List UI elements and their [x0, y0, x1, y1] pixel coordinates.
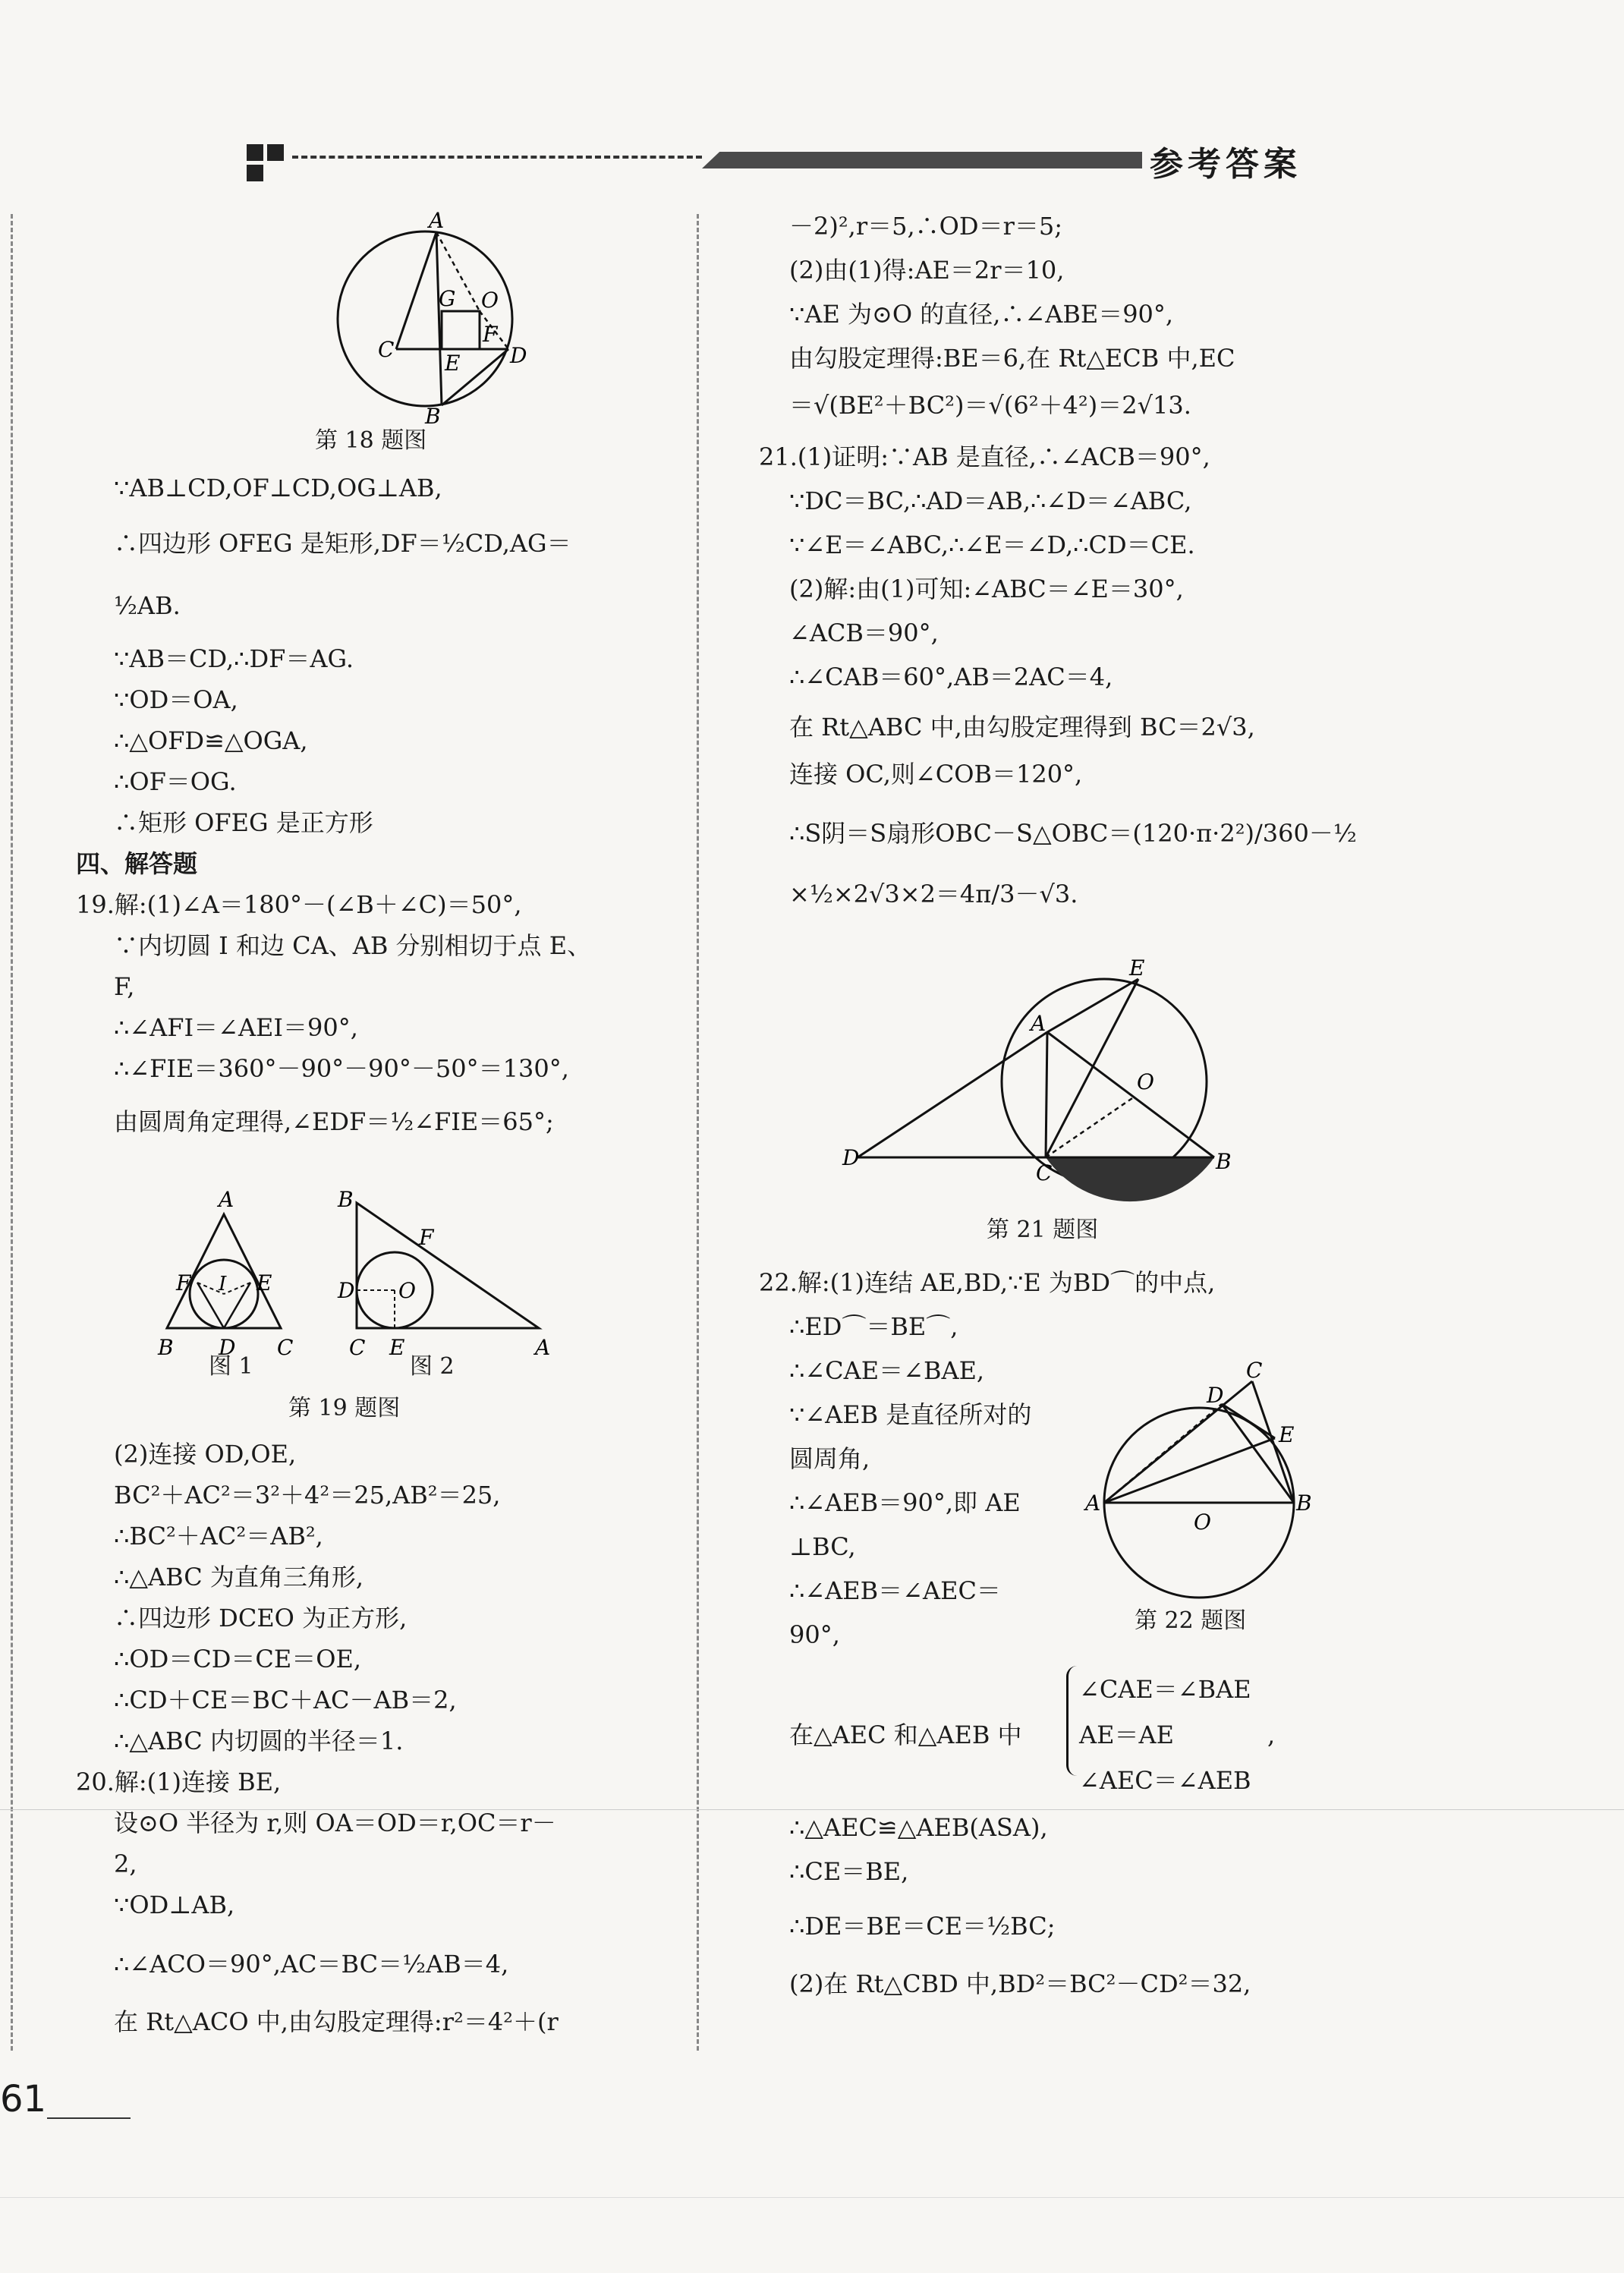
text-line: ∴△OFD≌△OGA, [114, 726, 308, 755]
fig22-label: C [1246, 1358, 1263, 1383]
header-title: 参考答案 [1150, 145, 1301, 184]
header-square-icon [267, 144, 284, 161]
fig18-label: E [445, 351, 461, 376]
fig19-label: E [389, 1335, 405, 1360]
q20-line: 设⊙O 半径为 r,则 OA＝OD＝r,OC＝r－ [114, 1809, 556, 1837]
fig19-label: C [349, 1335, 366, 1360]
text-line: ∴矩形 OFEG 是正方形 [114, 808, 373, 837]
q21-line: ∠ACB＝90°, [789, 619, 939, 647]
q19-line: ∴△ABC 为直角三角形, [114, 1563, 364, 1591]
text-line: －2)²,r＝5,∴OD＝r＝5; [789, 212, 1063, 241]
fig18-label: B [425, 404, 441, 429]
system-line: ∠AEC＝∠AEB [1079, 1766, 1251, 1795]
q21-line: ×½×2√3×2＝4π/3－√3. [789, 880, 1078, 908]
q19-line: ∴OD＝CD＝CE＝OE, [114, 1645, 362, 1673]
figure-18 [266, 205, 584, 429]
q19-line: ∴CD＋CE＝BC＋AC－AB＝2, [114, 1686, 457, 1714]
figure-19 [152, 1184, 592, 1374]
q20-line: 20.解:(1)连接 BE, [76, 1768, 282, 1796]
q19-line: F, [114, 972, 135, 1001]
q19-line: 由圆周角定理得,∠EDF＝½∠FIE＝65°; [114, 1107, 554, 1136]
text-line: ∵AB＝CD,∴DF＝AG. [114, 644, 354, 673]
header-band [702, 152, 1142, 168]
fig21-label: C [1036, 1160, 1053, 1185]
q19-line: ∴△ABC 内切圆的半径＝1. [114, 1727, 404, 1755]
q22-line: ∴ED⌒＝BE⌒, [789, 1312, 958, 1341]
margin-rule [11, 214, 13, 2051]
fig18-caption: 第 18 题图 [315, 427, 427, 454]
fig19-label: F [419, 1225, 434, 1250]
fig19-label: E [257, 1270, 272, 1295]
header-square-icon [247, 144, 263, 161]
text-line: ∴OF＝OG. [114, 767, 237, 796]
fig18-label: D [510, 343, 527, 368]
q19-line: ∴∠FIE＝360°－90°－90°－50°＝130°, [114, 1054, 569, 1083]
q22-line: ∴∠CAE＝∠BAE, [789, 1356, 985, 1385]
q21-line: 21.(1)证明:∵AB 是直径,∴∠ACB＝90°, [759, 442, 1210, 471]
text-line: ∵OD＝OA, [114, 685, 238, 714]
q22-line: (2)在 Rt△CBD 中,BD²＝BC²－CD²＝32, [789, 1969, 1251, 1998]
system-tail: , [1267, 1720, 1276, 1749]
fig19-label: B [158, 1335, 174, 1360]
fig21-label: A [1031, 1011, 1046, 1036]
text-line: ½AB. [114, 591, 181, 620]
fig19-caption: 第 19 题图 [288, 1395, 401, 1421]
fig19-subcaption-2: 图 2 [410, 1353, 455, 1380]
fig21-label: D [842, 1145, 860, 1170]
fig22-label: E [1279, 1422, 1295, 1447]
fig18-label: C [378, 337, 395, 362]
q19-line: (2)连接 OD,OE, [114, 1440, 297, 1469]
q22-line: 圆周角, [789, 1444, 870, 1473]
q21-line: ∴∠CAB＝60°,AB＝2AC＝4, [789, 663, 1113, 691]
text-line: ∴四边形 OFEG 是矩形,DF＝½CD,AG＝ [114, 529, 571, 558]
q20-line: 2, [114, 1850, 137, 1878]
q19-line: BC²＋AC²＝3²＋4²＝25,AB²＝25, [114, 1481, 501, 1510]
fig19-label: A [219, 1187, 234, 1212]
fig19-label: F [176, 1270, 191, 1295]
figure-21 [842, 955, 1267, 1185]
figure-22 [1085, 1358, 1320, 1594]
text-line: ∵AE 为⊙O 的直径,∴∠ABE＝90°, [789, 300, 1174, 329]
fig22-label: B [1296, 1491, 1312, 1516]
fig21-label: E [1129, 955, 1145, 981]
q22-line: 90°, [789, 1620, 840, 1649]
fig18-label: G [439, 286, 456, 311]
fig18-label: O [481, 288, 499, 313]
fig18-label: F [483, 322, 498, 347]
system-line: ∠CAE＝∠BAE [1079, 1675, 1251, 1704]
q22-line: ∴∠AEB＝90°,即 AE [789, 1488, 1021, 1517]
q20-line: ∵OD⊥AB, [114, 1890, 235, 1919]
q21-line: ∴S阴＝S扇形OBC－S△OBC＝(120·π·2²)/360－½ [789, 819, 1357, 848]
q22-line: ⊥BC, [789, 1532, 856, 1561]
q20-line: ∴∠ACO＝90°,AC＝BC＝½AB＝4, [114, 1950, 509, 1979]
fig21-caption: 第 21 题图 [987, 1217, 1099, 1243]
page-number: 61 [0, 2078, 47, 2120]
fig22-label: A [1085, 1491, 1101, 1516]
page-header [0, 0, 1624, 197]
header-square-icon [247, 165, 263, 181]
q19-line: ∵内切圆 I 和边 CA、AB 分别相切于点 E、 [114, 931, 592, 960]
fig21-label: O [1137, 1069, 1154, 1094]
q22-line: 22.解:(1)连结 AE,BD,∵E 为BD⌒的中点, [759, 1268, 1216, 1297]
q21-line: ∵∠E＝∠ABC,∴∠E＝∠D,∴CD＝CE. [789, 530, 1195, 559]
fig19-label: D [338, 1278, 355, 1303]
fig19-subcaption-1: 图 1 [209, 1353, 253, 1380]
section-heading: 四、解答题 [76, 849, 198, 878]
q19-line: ∴BC²＋AC²＝AB², [114, 1522, 323, 1550]
q21-line: ∵DC＝BC,∴AD＝AB,∴∠D＝∠ABC, [789, 486, 1192, 515]
system-line: AE＝AE [1079, 1720, 1174, 1749]
text-line: (2)由(1)得:AE＝2r＝10, [789, 256, 1065, 285]
fig19-label: D [219, 1335, 236, 1360]
fig22-label: O [1194, 1510, 1211, 1535]
q22-line: ∴DE＝BE＝CE＝½BC; [789, 1912, 1056, 1941]
q22-line: ∴△AEC≌△AEB(ASA), [789, 1813, 1048, 1842]
q21-line: 在 Rt△ABC 中,由勾股定理得到 BC＝2√3, [789, 713, 1255, 741]
text-line: ∵AB⊥CD,OF⊥CD,OG⊥AB, [114, 474, 442, 502]
fig19-label: A [535, 1335, 551, 1360]
text-line: ＝√(BE²＋BC²)＝√(6²＋4²)＝2√13. [789, 391, 1191, 420]
q20-line: 在 Rt△ACO 中,由勾股定理得:r²＝4²＋(r [114, 2007, 559, 2036]
page-number-rule [47, 2117, 131, 2119]
q21-line: (2)解:由(1)可知:∠ABC＝∠E＝30°, [789, 575, 1184, 603]
column-divider [697, 214, 699, 2051]
q19-line: 19.解:(1)∠A＝180°－(∠B＋∠C)＝50°, [76, 890, 522, 919]
q19-line: ∴∠AFI＝∠AEI＝90°, [114, 1013, 358, 1042]
fig18-label: A [429, 208, 445, 233]
scan-line [0, 2197, 1624, 2198]
fig19-label: O [398, 1278, 416, 1303]
fig21-label: B [1216, 1149, 1232, 1174]
fig19-label: C [277, 1335, 294, 1360]
q22-line: ∴CE＝BE, [789, 1857, 909, 1886]
text-line: 由勾股定理得:BE＝6,在 Rt△ECB 中,EC [789, 344, 1235, 373]
fig19-label: I [219, 1273, 227, 1295]
header-dashed-rule [292, 156, 702, 159]
system-lead: 在△AEC 和△AEB 中 [789, 1720, 1022, 1749]
fig19-label: B [338, 1187, 354, 1212]
q22-line: ∵∠AEB 是直径所对的 [789, 1400, 1032, 1429]
q22-line: ∴∠AEB＝∠AEC＝ [789, 1576, 1001, 1605]
q19-line: ∴四边形 DCEO 为正方形, [114, 1604, 408, 1632]
fig22-label: D [1207, 1383, 1224, 1408]
q21-line: 连接 OC,则∠COB＝120°, [789, 760, 1083, 789]
fig22-caption: 第 22 题图 [1135, 1607, 1247, 1634]
